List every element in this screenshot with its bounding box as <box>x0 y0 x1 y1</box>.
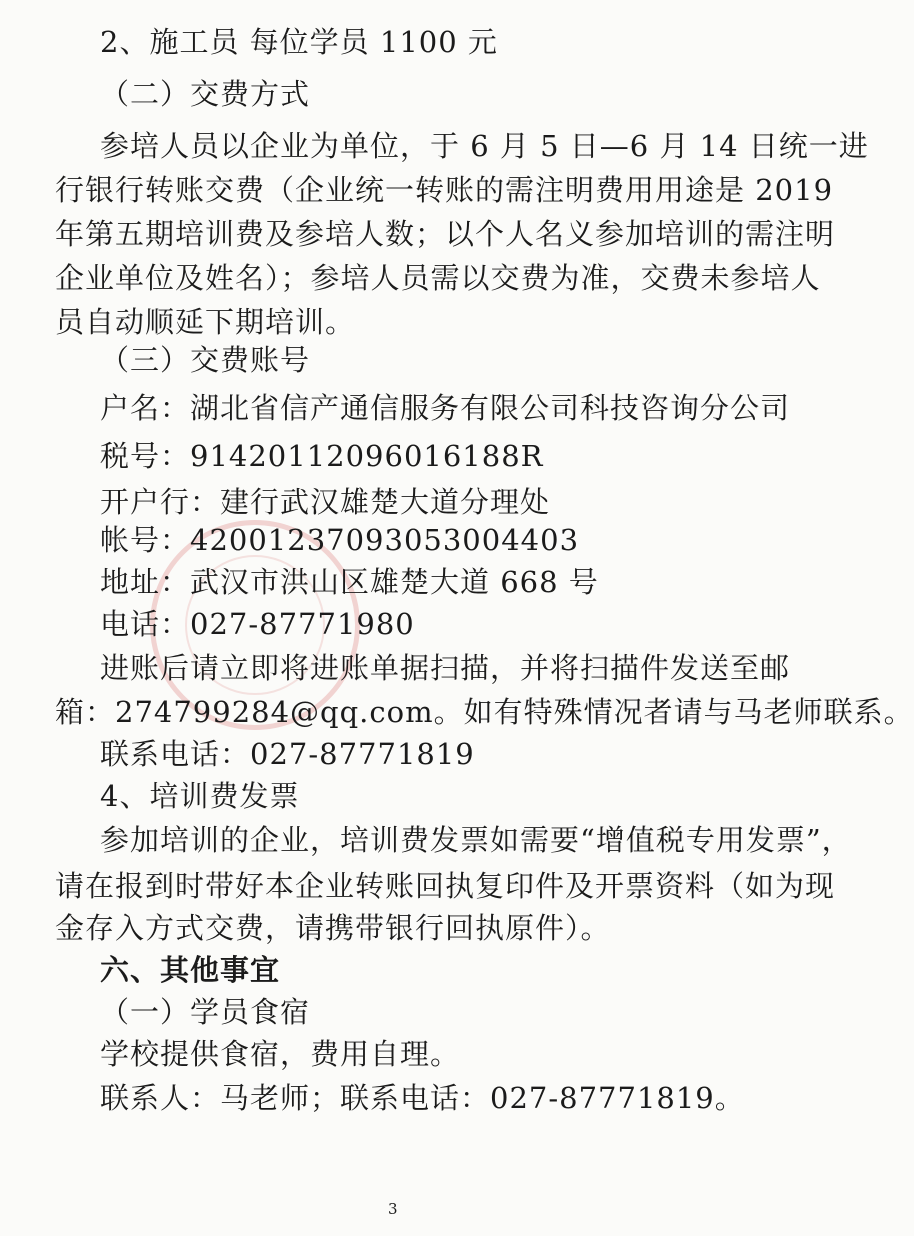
account-number: 帐号：42001237093053004403 <box>100 523 580 557</box>
section-payment-account: （三）交费账号 <box>100 343 311 377</box>
contact-person: 联系人：马老师；联系电话：027-87771819。 <box>100 1081 745 1115</box>
scan-instruction-line-2: 箱：274799284@qq.com。如有特殊情况者请与马老师联系。 <box>55 695 914 729</box>
payment-paragraph-line-5: 员自动顺延下期培训。 <box>55 305 356 339</box>
invoice-paragraph-line-1: 参加培训的企业，培训费发票如需要“增值税专用发票”， <box>100 823 852 857</box>
scan-instruction-line-1: 进账后请立即将进账单据扫描，并将扫描件发送至邮 <box>100 651 791 685</box>
invoice-paragraph-line-3: 金存入方式交费，请携带银行回执原件）。 <box>55 911 611 945</box>
payment-paragraph-line-2: 行银行转账交费（企业统一转账的需注明费用用途是 2019 <box>55 173 834 207</box>
account-name: 户名：湖北省信产通信服务有限公司科技咨询分公司 <box>100 391 791 425</box>
fee-construction-worker: 2、施工员 每位学员 1100 元 <box>100 25 498 59</box>
section-other-matters: 六、其他事宜 <box>100 953 281 987</box>
tax-number: 税号：91420112096016188R <box>100 439 544 473</box>
contact-phone: 联系电话：027-87771819 <box>100 737 475 771</box>
section-invoice: 4、培训费发票 <box>100 779 300 813</box>
address: 地址：武汉市洪山区雄楚大道 668 号 <box>100 565 599 599</box>
section-payment-method: （二）交费方式 <box>100 77 311 111</box>
payment-paragraph-line-4: 企业单位及姓名）；参培人员需以交费为准，交费未参培人 <box>55 261 821 295</box>
opening-bank: 开户行：建行武汉雄楚大道分理处 <box>100 485 551 519</box>
food-lodging-text: 学校提供食宿，费用自理。 <box>100 1037 461 1071</box>
payment-paragraph-line-1: 参培人员以企业为单位，于 6 月 5 日—6 月 14 日统一进 <box>100 129 869 163</box>
telephone: 电话：027-87771980 <box>100 607 415 641</box>
invoice-paragraph-line-2: 请在报到时带好本企业转账回执复印件及开票资料（如为现 <box>55 869 836 903</box>
payment-paragraph-line-3: 年第五期培训费及参培人数；以个人名义参加培训的需注明 <box>55 217 836 251</box>
section-food-lodging: （一）学员食宿 <box>100 995 311 1029</box>
page-number: 3 <box>388 1200 398 1218</box>
